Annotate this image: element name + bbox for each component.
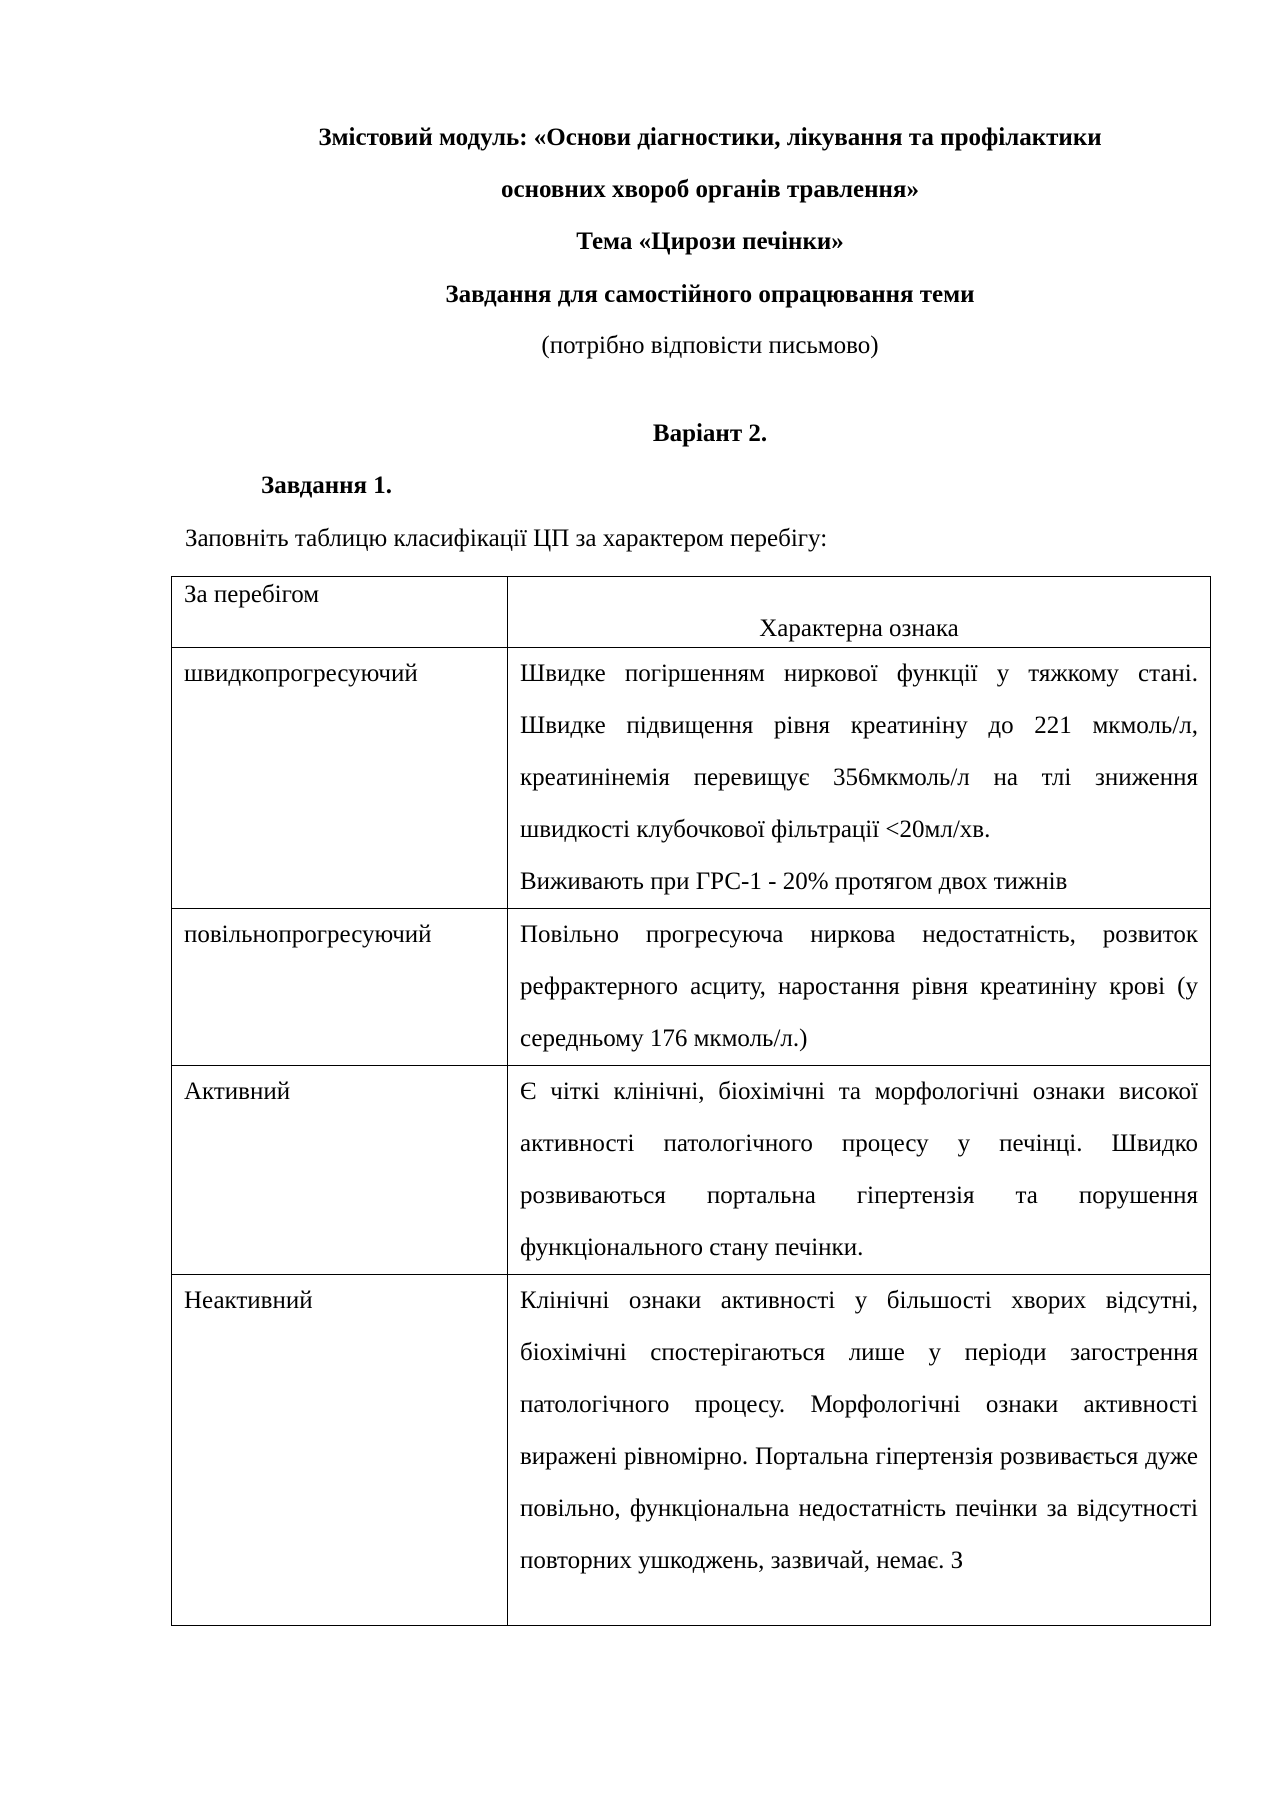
- task-instruction: Заповніть таблицю класифікації ЦП за характером перебігу:: [185, 525, 828, 552]
- table-row: [172, 909, 1211, 1066]
- row-feature-text: Клінічні ознаки активності у більшості хворих відсутні, біохімічні спостерігаються лише у періоди загострення патологічного процесу. Морфологічні ознаки активності виражені рівномірно. Портальна гіпертензія розвивається дуже повільно, функціональна недостатність печінки за відсутності повторних ушкоджень, зазвичай, немає. З: [520, 1287, 1198, 1574]
- variant-heading: Варіант 2.: [652, 420, 768, 447]
- table-row: [172, 1275, 1211, 1626]
- row-course: повільнопрогресуючий: [172, 909, 508, 1066]
- row-feature: Повільно прогресуюча ниркова недостатність, розвиток рефрактерного асциту, наростання рівня креатиніну крові (у середньому 176 мкмоль/л.): [508, 909, 1211, 1066]
- row-course: швидкопрогресуючий: [172, 648, 508, 909]
- row-feature-extra: Виживають при ГРС-1 - 20% протягом двох тижнів: [520, 868, 1068, 895]
- header-feature: Характерна ознака: [508, 577, 1211, 648]
- module-title-line1: Змістовий модуль: «Основи діагностики, лікування та профілактики: [318, 124, 1102, 151]
- topic-title: Тема «Цирози печінки»: [576, 228, 844, 255]
- table-row: [172, 648, 1211, 909]
- classification-table: [171, 576, 1211, 1626]
- row-feature: Є чіткі клінічні, біохімічні та морфологічні ознаки високої активності патологічного процесу у печінці. Швидко розвиваються портальна гіпертензія та порушення функціонального стану печінки.: [508, 1066, 1211, 1275]
- row-feature: [508, 648, 1211, 909]
- row-feature-text: Швидке погіршенням ниркової функції у тяжкому стані. Швидке підвищення рівня креатиніну до 221 мкмоль/л, креатинінемія перевищує 356мкмоль/л на тлі зниження швидкості клубочкової фільтрації <20мл/хв.: [520, 660, 1198, 843]
- task-heading: Завдання 1.: [261, 472, 393, 499]
- row-feature: [508, 1275, 1211, 1626]
- module-title-line2: основних хвороб органів травлення»: [501, 176, 919, 203]
- row-course: Активний: [172, 1066, 508, 1275]
- assignment-title: Завдання для самостійного опрацювання теми: [445, 281, 975, 308]
- row-course: Неактивний: [172, 1275, 508, 1626]
- table-header-row: [172, 577, 1211, 648]
- table-row: [172, 1066, 1211, 1275]
- header-course: За перебігом: [172, 577, 508, 648]
- assignment-note: (потрібно відповісти письмово): [541, 332, 879, 359]
